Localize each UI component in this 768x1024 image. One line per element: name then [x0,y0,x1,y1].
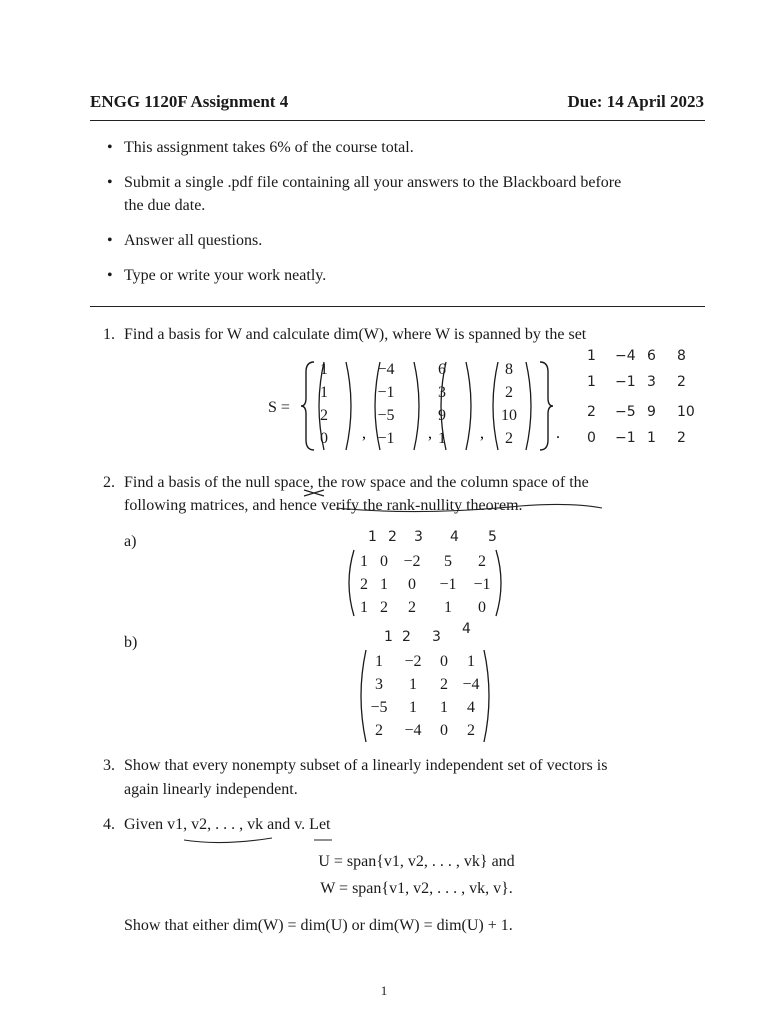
bullet-item: Type or write your work neatly. [124,267,327,284]
svg-text:,: , [362,425,366,442]
handwritten-number: 1 [587,348,596,364]
bullet-dot: • [107,139,113,156]
matrix-entry: 1 [375,653,383,670]
handwritten-number: 0 [587,430,596,446]
handwritten-number: 3 [414,529,423,545]
matrix-entry: −1 [473,576,491,593]
handwritten-number: 5 [488,529,497,545]
matrix-entry: −2 [404,653,422,670]
handwritten-number: −1 [615,374,636,390]
section-rule [90,306,705,307]
question-3-text-continued: again linearly independent. [124,781,298,798]
part-b-label: b) [124,634,138,651]
matrix-entry: 1 [467,653,475,670]
matrix-entry: 0 [380,553,388,570]
vector-entry: −1 [377,430,395,447]
handwritten-number: 1 [384,629,393,645]
handwritten-underline [290,486,610,516]
handwritten-number: −5 [615,404,636,420]
matrix-entry: 0 [440,722,448,739]
vector-entry: 2 [505,384,513,401]
page-number: 1 [380,983,388,998]
bullet-item: This assignment takes 6% of the course total. [124,139,414,156]
matrix-entry: 1 [409,676,417,693]
matrix-entry: 2 [467,722,475,739]
matrix-entry: 1 [360,553,368,570]
matrix-entry: 1 [360,599,368,616]
vector-entry: 3 [438,384,446,401]
set-label: S = [268,399,290,416]
svg-text:,: , [480,425,484,442]
vector-entry: 1 [320,361,328,378]
matrix-entry: 1 [380,576,388,593]
vector-entry: 2 [505,430,513,447]
bullet-dot: • [107,232,113,249]
matrix-entry: 3 [375,676,383,693]
question-2-text: Find a basis of the null space, the row space and the column space of the [124,474,589,491]
question-number: 2. [103,474,115,491]
question-3-text: Show that every nonempty subset of a linearly independent set of vectors is [124,757,608,774]
handwritten-number: 2 [402,629,411,645]
vector-entry: 1 [438,430,446,447]
bullet-item: Submit a single .pdf file containing all your answers to the Blackboard before [124,174,622,191]
equation-w: W = span{v1, v2, . . . , vk, v}. [320,880,513,897]
matrix-entry: 2 [380,599,388,616]
question-4-conclusion: Show that either dim(W) = dim(U) or dim(W) = dim(U) + 1. [124,917,513,934]
handwritten-number: 2 [677,374,686,390]
matrix-entry: 2 [478,553,486,570]
matrix-entry: −5 [370,699,388,716]
bullet-dot: • [107,267,113,284]
part-a-label: a) [124,533,137,550]
svg-text:,: , [428,425,432,442]
handwritten-underline [182,832,342,846]
equation-u: U = span{v1, v2, . . . , vk} and [318,853,515,870]
question-2-text-continued: following matrices, and hence verify the rank-nullity theorem. [124,497,523,514]
assignment-title: ENGG 1120F Assignment 4 [90,92,289,111]
handwritten-number: 9 [647,404,656,420]
handwritten-number: 10 [677,404,695,420]
question-number: 1. [103,326,115,343]
handwritten-number: 3 [647,374,656,390]
handwritten-number: 8 [677,348,686,364]
vector-entry: 0 [320,430,328,447]
handwritten-number: 1 [647,430,656,446]
vector-entry: 6 [438,361,446,378]
handwritten-number: 4 [450,529,459,545]
due-date: Due: 14 April 2023 [567,92,704,111]
matrix-entry: 0 [440,653,448,670]
question-number: 3. [103,757,115,774]
question-number: 4. [103,816,115,833]
matrix-entry: −4 [404,722,422,739]
matrix-entry: 0 [478,599,486,616]
matrix-entry: −2 [403,553,421,570]
question-4-given: Given v1, v2, . . . , vk and v. Let [124,816,331,833]
handwritten-number: 6 [647,348,656,364]
matrix-entry: −4 [462,676,480,693]
matrix-entry: 1 [440,699,448,716]
vector-entry: −5 [377,407,395,424]
vector-entry: 8 [505,361,513,378]
matrix-entry: −1 [439,576,457,593]
vector-entry: 9 [438,407,446,424]
handwritten-number: 4 [462,621,471,637]
handwritten-number: 2 [587,404,596,420]
matrix-entry: 2 [408,599,416,616]
handwritten-number: 3 [432,629,441,645]
handwritten-number: 2 [388,529,397,545]
handwritten-number: −4 [615,348,636,364]
matrix-entry: 0 [408,576,416,593]
bullet-item-continued: the due date. [124,197,206,214]
question-1-text: Find a basis for W and calculate dim(W), where W is spanned by the set [124,326,587,343]
svg-text:.: . [556,425,560,442]
vector-entry: 1 [320,384,328,401]
matrix-entry: 2 [360,576,368,593]
handwritten-number: 1 [368,529,377,545]
matrix-entry: 2 [440,676,448,693]
matrix-entry: 4 [467,699,475,716]
handwritten-number: −1 [615,430,636,446]
matrix-entry: 1 [444,599,452,616]
handwritten-number: 2 [677,430,686,446]
vector-entry: −4 [377,361,395,378]
bullet-dot: • [107,174,113,191]
vector-entry: 10 [501,407,517,424]
matrix-entry: 5 [444,553,452,570]
matrix-entry: 2 [375,722,383,739]
vector-entry: 2 [320,407,328,424]
vector-entry: −1 [377,384,395,401]
matrix-entry: 1 [409,699,417,716]
bullet-item: Answer all questions. [124,232,263,249]
header-rule [90,120,705,121]
handwritten-number: 1 [587,374,596,390]
